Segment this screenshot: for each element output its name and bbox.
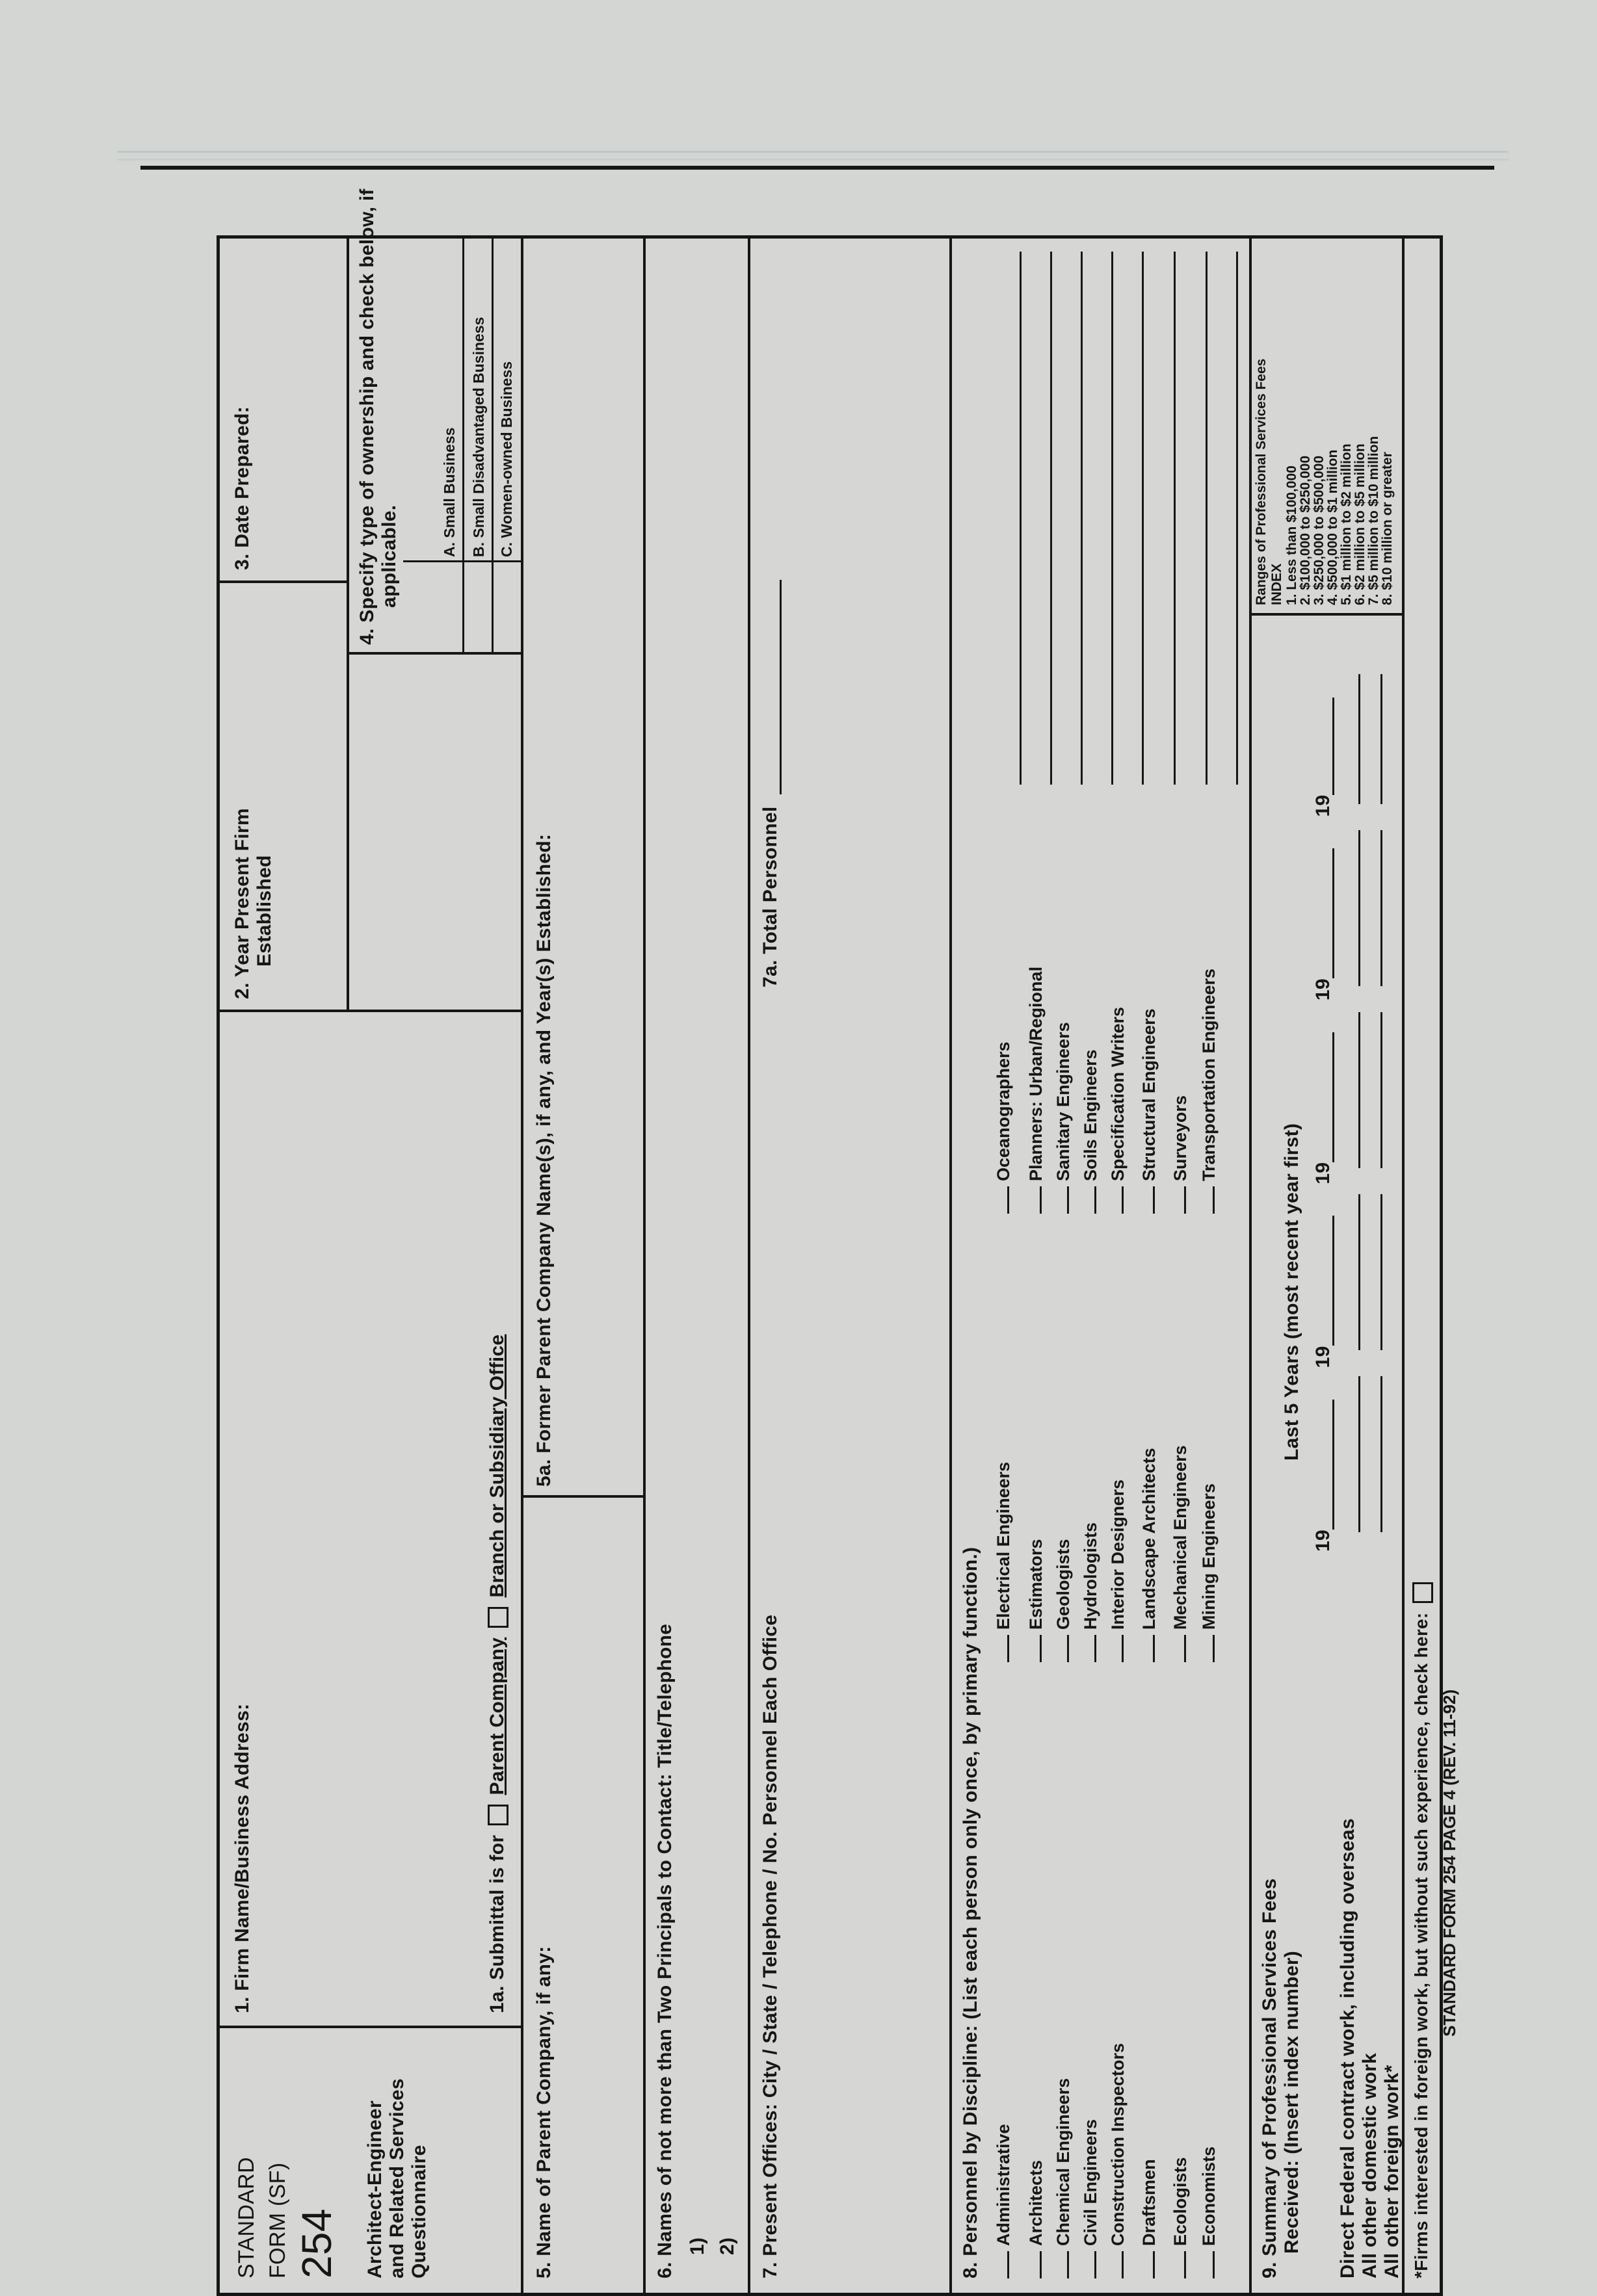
submittal-row bbox=[486, 1335, 508, 2013]
ownership-label-2: applicable. bbox=[378, 504, 400, 608]
foreign-work-label: *Firms interested in foreign work, but without such experience, check here: bbox=[1411, 1612, 1431, 2278]
fee-index-item: 6. $2 million to $5 million bbox=[1353, 443, 1367, 605]
fee-index-legend bbox=[1254, 359, 1394, 605]
discipline-item[interactable]: Mining Engineers bbox=[1199, 1483, 1219, 1662]
standard-form-254 bbox=[217, 189, 1443, 2296]
fee-index-item: 2. $100,000 to $250,000 bbox=[1298, 455, 1313, 605]
fee-index-item: 1. Less than $100,000 bbox=[1284, 465, 1299, 605]
divider bbox=[949, 239, 952, 2293]
year-established-label-2: Established bbox=[254, 855, 275, 967]
fee-index-item: 3. $250,000 to $500,000 bbox=[1312, 455, 1326, 605]
fee-year-field[interactable] bbox=[1332, 848, 1334, 978]
discipline-item[interactable]: Landscape Architects bbox=[1139, 1448, 1159, 1662]
fee-index-fields[interactable] bbox=[1338, 635, 1405, 1532]
fee-index-item: 5. $1 million to $2 million bbox=[1339, 443, 1354, 605]
divider bbox=[403, 560, 521, 562]
foreign-work-checkbox[interactable] bbox=[1412, 1582, 1433, 1603]
divider bbox=[220, 581, 347, 583]
fee-index-item: 4. $500,000 to $1 million bbox=[1325, 449, 1340, 605]
ownership-small-business[interactable]: A. Small Business bbox=[441, 427, 458, 557]
fees-summary-label-2: Received: (Insert index number) bbox=[1281, 1950, 1302, 2254]
discipline-item[interactable]: Sanitary Engineers bbox=[1053, 1022, 1074, 1214]
discipline-item[interactable]: Oceanographers bbox=[994, 1041, 1014, 1214]
divider bbox=[1249, 613, 1402, 616]
scan-artifact-line bbox=[117, 151, 1509, 153]
discipline-item[interactable]: Soils Engineers bbox=[1081, 1049, 1101, 1214]
present-offices-label: 7. Present Offices: City / State / Telephone / No. Personnel Each Office bbox=[759, 1614, 781, 2278]
parent-company-name-label: 5. Name of Parent Company, if any: bbox=[533, 1946, 555, 2278]
fee-year-field[interactable] bbox=[1332, 1400, 1334, 1530]
discipline-item[interactable]: Planners: Urban/Regional bbox=[1026, 967, 1046, 1214]
form-number: 254 bbox=[293, 2208, 340, 2278]
discipline-item[interactable]: Construction Inspectors bbox=[1108, 2043, 1128, 2278]
fee-index-title: Ranges of Professional Services Fees bbox=[1254, 358, 1269, 605]
form-subtitle: Questionnaire bbox=[408, 2145, 430, 2278]
divider bbox=[521, 239, 523, 2293]
form-standard-label: STANDARD bbox=[234, 2157, 259, 2278]
discipline-item[interactable]: Surveyors bbox=[1170, 1095, 1191, 1214]
ownership-label: 4. Specify type of ownership and check below, if bbox=[356, 189, 378, 645]
discipline-item[interactable]: Geologists bbox=[1053, 1539, 1074, 1662]
total-personnel-row bbox=[759, 580, 782, 987]
divider bbox=[347, 235, 349, 1012]
discipline-item[interactable]: Ecologists bbox=[1170, 2157, 1191, 2278]
discipline-item[interactable]: Architects bbox=[1026, 2160, 1046, 2278]
fee-year-field[interactable] bbox=[1332, 698, 1334, 795]
foreign-work-note bbox=[1411, 1578, 1433, 2278]
fee-index-heading: INDEX bbox=[1269, 563, 1284, 605]
discipline-item[interactable]: Specification Writers bbox=[1108, 1007, 1128, 1214]
divider bbox=[643, 239, 646, 2293]
fees-federal-label: Direct Federal contract work, including overseas bbox=[1337, 1818, 1358, 2278]
principal-1: 1) bbox=[687, 2237, 708, 2255]
fee-year-row: 19 19 19 19 19 bbox=[1312, 698, 1334, 1552]
discipline-item[interactable]: Electrical Engineers bbox=[994, 1462, 1014, 1662]
discipline-item[interactable]: Economists bbox=[1199, 2146, 1219, 2278]
page-rule bbox=[140, 166, 1494, 170]
divider bbox=[748, 239, 750, 2293]
ownership-women-owned[interactable]: C. Women-owned Business bbox=[498, 361, 515, 557]
divider bbox=[1249, 239, 1252, 2293]
discipline-item[interactable]: Civil Engineers bbox=[1081, 2119, 1101, 2278]
fee-index-item: 8. $10 million or greater bbox=[1380, 452, 1395, 605]
branch-office-label: Branch or Subsidiary Office bbox=[486, 1334, 508, 1598]
fee-year-field[interactable] bbox=[1332, 1216, 1334, 1346]
discipline-item[interactable]: Mechanical Engineers bbox=[1170, 1445, 1191, 1662]
discipline-item[interactable]: Estimators bbox=[1026, 1539, 1046, 1662]
parent-company-label: Parent Company bbox=[486, 1637, 508, 1795]
discipline-item[interactable]: Chemical Engineers bbox=[1053, 2078, 1074, 2278]
total-personnel-label: 7a. Total Personnel bbox=[759, 806, 781, 987]
firm-name-label: 1. Firm Name/Business Address: bbox=[231, 1703, 253, 2013]
discipline-item[interactable]: Draftsmen bbox=[1139, 2159, 1159, 2278]
discipline-item[interactable]: Interior Designers bbox=[1108, 1480, 1128, 1662]
principal-2: 2) bbox=[717, 2237, 738, 2255]
ownership-small-disadvantaged[interactable]: B. Small Disadvantaged Business bbox=[470, 317, 487, 557]
divider bbox=[347, 652, 521, 655]
discipline-item[interactable]: Structural Engineers bbox=[1139, 1008, 1159, 1214]
fees-domestic-label: All other domestic work bbox=[1359, 2053, 1380, 2278]
fees-foreign-label: All other foreign work* bbox=[1381, 2065, 1403, 2278]
fee-index-item: 7. $5 million to $10 million bbox=[1366, 436, 1381, 605]
form-sf-label: FORM (SF) bbox=[265, 2162, 290, 2278]
form-subtitle: and Related Services bbox=[386, 2078, 408, 2278]
principals-label: 6. Names of not more than Two Principals to Contact: Title/Telephone bbox=[654, 1623, 676, 2278]
divider bbox=[220, 1010, 521, 1012]
discipline-item[interactable]: Administrative bbox=[994, 2124, 1014, 2278]
branch-office-checkbox[interactable] bbox=[488, 1607, 508, 1628]
scan-artifact-line bbox=[117, 159, 1509, 161]
discipline-count-lines bbox=[994, 252, 1234, 785]
former-parent-company-label: 5a. Former Parent Company Name(s), if any, and Year(s) Established: bbox=[533, 833, 555, 1487]
date-prepared-label: 3. Date Prepared: bbox=[231, 406, 253, 570]
last-5-years-label: Last 5 Years (most recent year first) bbox=[1281, 1123, 1302, 1461]
year-established-label: 2. Year Present Firm bbox=[231, 808, 253, 999]
divider bbox=[521, 1495, 643, 1498]
divider bbox=[220, 2026, 521, 2028]
fee-year-field[interactable] bbox=[1332, 1032, 1334, 1162]
form-footer: STANDARD FORM 254 PAGE 4 (REV. 11-92) bbox=[1440, 1689, 1459, 2037]
form-subtitle: Architect-Engineer bbox=[364, 2100, 386, 2278]
total-personnel-field[interactable] bbox=[780, 580, 782, 794]
discipline-item[interactable]: Hydrologists bbox=[1081, 1522, 1101, 1662]
parent-company-checkbox[interactable] bbox=[488, 1805, 508, 1825]
discipline-item[interactable]: Transportation Engineers bbox=[1199, 969, 1219, 1214]
personnel-discipline-label: 8. Personnel by Discipline: (List each person only once, by primary function.) bbox=[960, 1546, 981, 2278]
fees-summary-label: 9. Summary of Professional Services Fees bbox=[1259, 1878, 1280, 2278]
submittal-label: 1a. Submittal is for bbox=[486, 1834, 508, 2013]
